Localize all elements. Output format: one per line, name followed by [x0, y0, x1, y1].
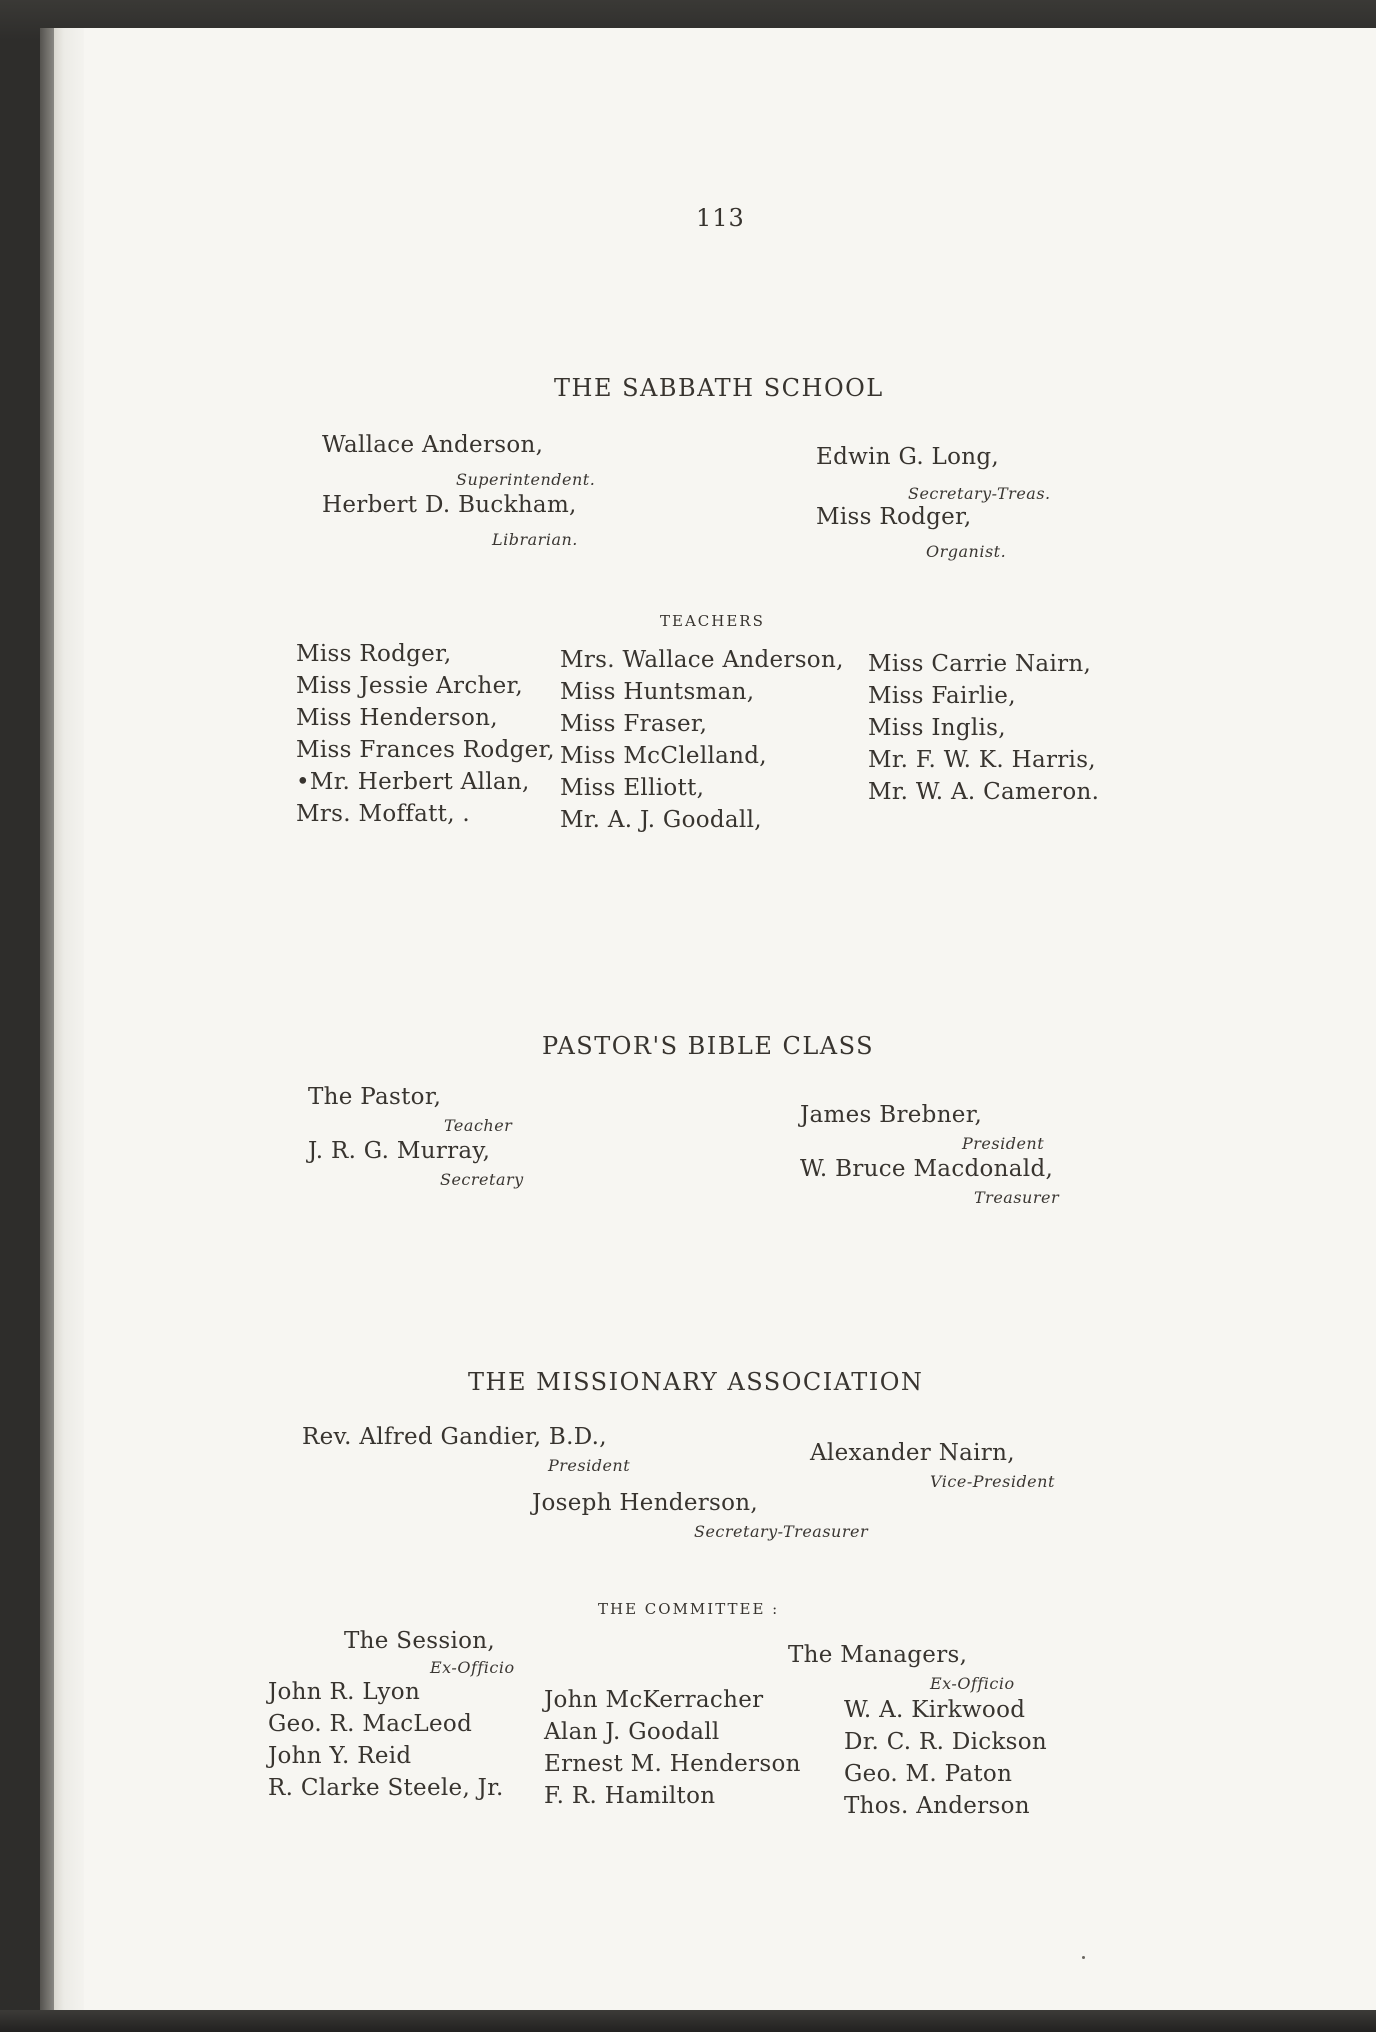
teacher-name: Miss Henderson, [296, 705, 498, 731]
officer-role: Treasurer [974, 1188, 1060, 1207]
teachers-column-1 [296, 638, 555, 830]
officer-name: Alexander Nairn, [810, 1440, 1015, 1466]
committee-member: R. Clarke Steele, Jr. [268, 1775, 504, 1801]
officer-name: Rev. Alfred Gandier, B.D., [302, 1424, 607, 1450]
officer-name: J. R. G. Murray, [308, 1138, 491, 1164]
teacher-name: Mr. A. J. Goodall, [560, 807, 762, 833]
committee-member: John R. Lyon [268, 1679, 421, 1705]
teacher-name: Miss Carrie Nairn, [868, 651, 1092, 677]
committee-member: F. R. Hamilton [544, 1783, 716, 1809]
committee-member: Ernest M. Henderson [544, 1751, 801, 1777]
officer-role: Organist. [926, 542, 1007, 561]
committee-member: John McKerracher [544, 1687, 764, 1713]
binding-edge [40, 28, 54, 2010]
book-page [40, 28, 1376, 2010]
officer-name: Miss Rodger, [816, 504, 972, 530]
scan-bottom-edge [0, 2010, 1376, 2032]
committee-member: Geo. M. Paton [844, 1761, 1013, 1787]
sabbath-school-heading: THE SABBATH SCHOOL [554, 374, 884, 402]
officer-name: Herbert D. Buckham, [322, 492, 577, 518]
managers-group-label: The Managers, [788, 1642, 968, 1668]
officer-name: Joseph Henderson, [532, 1490, 759, 1516]
officer-role: Vice-President [930, 1472, 1055, 1491]
officer-name: James Brebner, [800, 1102, 983, 1128]
teacher-name: Mrs. Wallace Anderson, [560, 647, 844, 673]
officer-role: President [962, 1134, 1045, 1153]
teacher-name: Miss Huntsman, [560, 679, 755, 705]
teachers-heading: TEACHERS [660, 612, 765, 630]
officer-name: Edwin G. Long, [816, 444, 1000, 470]
teacher-name: Miss Jessie Archer, [296, 673, 523, 699]
page-gutter [54, 28, 84, 2010]
teacher-name: Miss Rodger, [296, 641, 452, 667]
officer-name: Wallace Anderson, [322, 432, 544, 458]
officer-role: Librarian. [492, 530, 578, 549]
session-group-role: Ex-Officio [430, 1658, 515, 1677]
teacher-name: •Mr. Herbert Allan, [296, 769, 530, 795]
officer-role: Secretary [440, 1170, 524, 1189]
teacher-name: Mr. W. A. Cameron. [868, 779, 1100, 805]
teacher-name: Miss Fairlie, [868, 683, 1016, 709]
teacher-name: Miss Inglis, [868, 715, 1006, 741]
committee-column-1 [268, 1676, 504, 1804]
teachers-column-3 [868, 648, 1099, 808]
teacher-name: Miss Elliott, [560, 775, 705, 801]
missionary-association-heading: THE MISSIONARY ASSOCIATION [468, 1368, 924, 1396]
managers-group-role: Ex-Officio [930, 1674, 1015, 1693]
committee-column-2 [544, 1684, 801, 1812]
teacher-name: Miss Fraser, [560, 711, 708, 737]
officer-name: W. Bruce Macdonald, [800, 1156, 1054, 1182]
paper-speck [1082, 1956, 1085, 1959]
page-number: 113 [696, 204, 745, 232]
officer-role: Superintendent. [456, 470, 596, 489]
officer-role: Secretary-Treas. [908, 484, 1051, 503]
session-group-label: The Session, [344, 1628, 495, 1654]
committee-member: W. A. Kirkwood [844, 1697, 1026, 1723]
committee-member: John Y. Reid [268, 1743, 412, 1769]
teacher-name: Miss McClelland, [560, 743, 767, 769]
committee-member: Dr. C. R. Dickson [844, 1729, 1048, 1755]
committee-heading: THE COMMITTEE : [598, 1600, 780, 1618]
officer-role: President [548, 1456, 631, 1475]
teacher-name: Mrs. Moffatt, . [296, 801, 471, 827]
teacher-name: Miss Frances Rodger, [296, 737, 555, 763]
officer-role: Teacher [444, 1116, 513, 1135]
committee-member: Thos. Anderson [844, 1793, 1030, 1819]
bible-class-heading: PASTOR'S BIBLE CLASS [542, 1032, 875, 1060]
committee-member: Alan J. Goodall [544, 1719, 720, 1745]
committee-member: Geo. R. MacLeod [268, 1711, 473, 1737]
teacher-name: Mr. F. W. K. Harris, [868, 747, 1096, 773]
committee-column-3 [844, 1694, 1047, 1822]
teachers-column-2 [560, 644, 844, 836]
officer-role: Secretary-Treasurer [694, 1522, 869, 1541]
officer-name: The Pastor, [308, 1084, 442, 1110]
